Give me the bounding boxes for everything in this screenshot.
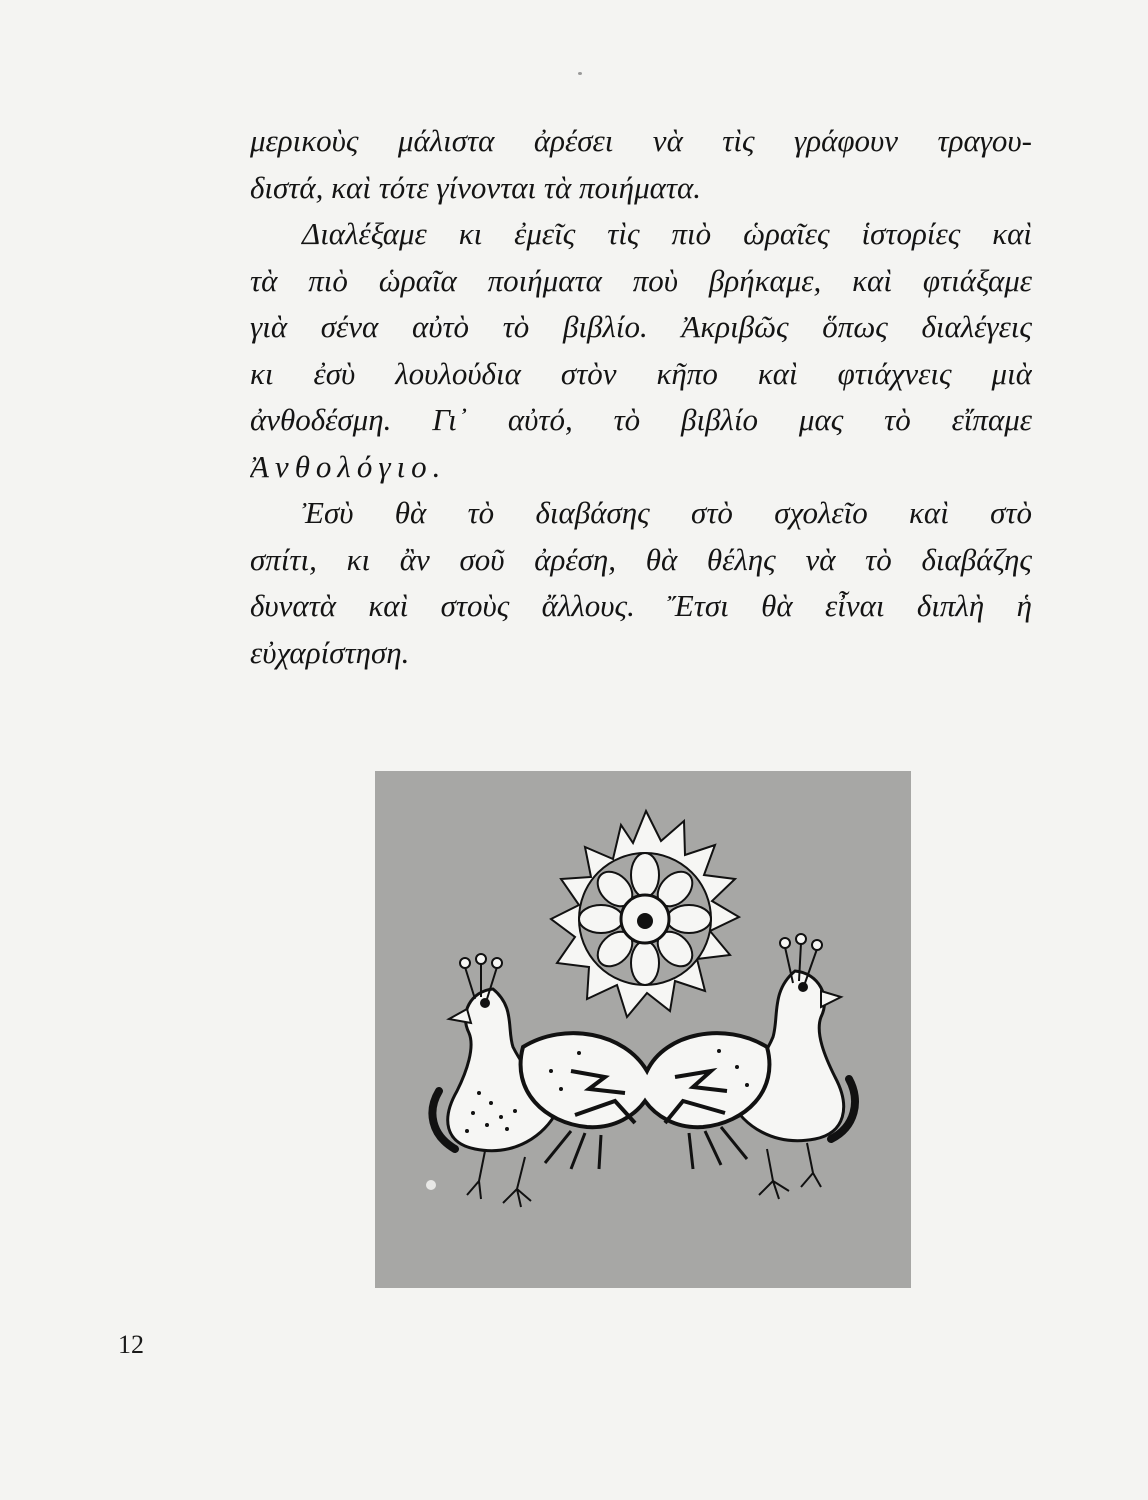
- text-line: μερικοὺς μάλιστα ἀρέσει νὰ τὶς γράφουν τραγου-: [250, 123, 1032, 158]
- body-text: [250, 118, 1032, 676]
- text-line: σπίτι, κι ἂν σοῦ ἀρέση, θὰ θέλης νὰ τὸ διαβάζης: [250, 541, 1032, 577]
- page-number: 12: [118, 1330, 144, 1359]
- book-title-word: Ἀνθολόγιο.: [250, 448, 447, 484]
- flower-and-two-birds-woodcut-icon: [375, 771, 911, 1288]
- text-line: εὐχαρίστηση.: [250, 634, 410, 670]
- text-line: διστά, καὶ τότε γίνονται τὰ ποιήματα.: [250, 169, 702, 205]
- text-line: Ἐσὺ θὰ τὸ διαβάσης στὸ σχολεῖο καὶ στὸ: [302, 495, 1032, 530]
- paper-speck: [578, 72, 582, 75]
- text-line: ἀνθοδέσμη. Γι᾽ αὐτό, τὸ βιβλίο μας τὸ εἴπαμε: [250, 402, 1032, 437]
- wings-icon: [521, 1033, 770, 1169]
- text-line: Διαλέξαμε κι ἐμεῖς τὶς πιὸ ὡραῖες ἱστορίες καὶ: [302, 216, 1032, 251]
- woodcut-illustration: [375, 771, 911, 1288]
- text-line: γιὰ σένα αὐτὸ τὸ βιβλίο. Ἀκριβῶς ὅπως διαλέγεις: [250, 309, 1032, 344]
- text-line: κι ἐσὺ λουλούδια στὸν κῆπο καὶ φτιάχνεις μιὰ: [250, 355, 1032, 391]
- text-line: δυνατὰ καὶ στοὺς ἄλλους. Ἔτσι θὰ εἶναι διπλὴ ἡ: [250, 588, 1032, 623]
- flower-icon: [551, 811, 739, 1017]
- text-line: τὰ πιὸ ὡραῖα ποιήματα ποὺ βρήκαμε, καὶ φτιάξαμε: [250, 262, 1032, 298]
